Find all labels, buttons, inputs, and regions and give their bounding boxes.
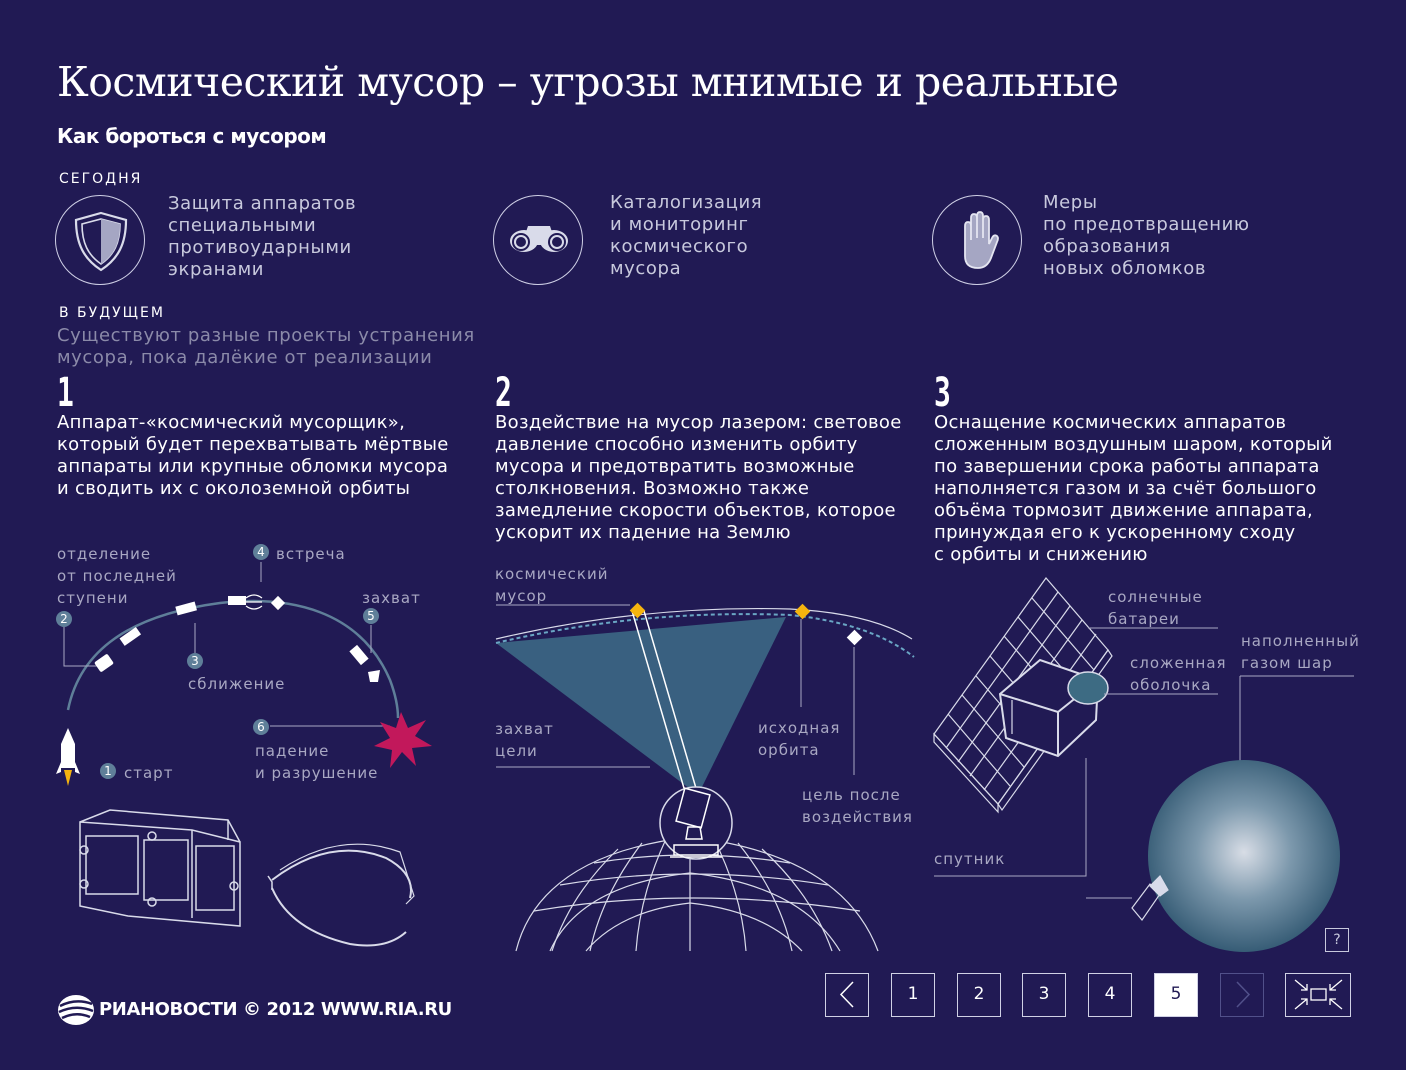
debris-after-icon — [847, 630, 863, 646]
fullscreen-button[interactable] — [1285, 973, 1351, 1017]
step-6-label: падение и разрушение — [255, 742, 379, 782]
step-2-badge: 2 — [56, 611, 72, 627]
measure-shielding-text: Защита аппаратов специальными противоударными экранами — [168, 193, 357, 280]
explosion-icon — [374, 712, 432, 768]
step-3-badge: 3 — [187, 653, 203, 669]
project-3-text: Оснащение космических аппаратов сложенным воздушным шаром, который по завершении срока работы аппарата наполняется газом и за счёт большого объёма тормозит движение аппарата, принуждая его к ускоренному сходу с орбиты и снижению — [934, 412, 1333, 565]
measure-monitoring-text: Каталогизация и мониторинг космического мусора — [610, 192, 763, 279]
project-3-number: 3 — [934, 370, 951, 416]
label-solar-panels: солнечные батареи — [1108, 588, 1203, 628]
step-1-label: старт — [124, 764, 174, 782]
hand-icon — [932, 195, 1022, 285]
label-target-after: цель после воздействия — [802, 786, 913, 826]
step-4-label: встреча — [276, 545, 346, 563]
binoculars-icon — [493, 195, 583, 285]
label-folded-shell: сложенная оболочка — [1130, 654, 1227, 694]
shield-icon — [55, 195, 145, 285]
project-1-number: 1 — [57, 370, 74, 416]
page-button-5[interactable]: 5 — [1154, 973, 1198, 1017]
page-button-1[interactable]: 1 — [891, 973, 935, 1017]
label-target-capture: захват цели — [495, 720, 554, 760]
rocket-icon — [56, 728, 80, 786]
label-space-debris: космический мусор — [495, 565, 609, 605]
page-title: Космический мусор – угрозы мнимые и реальные — [57, 58, 1119, 106]
next-page-button[interactable] — [1220, 973, 1264, 1017]
page-button-2[interactable]: 2 — [957, 973, 1001, 1017]
fullscreen-icon — [1287, 974, 1350, 1015]
measure-prevention-text: Меры по предотвращению образования новых обломков — [1043, 192, 1250, 279]
gas-balloon — [1148, 760, 1340, 952]
collector-spacecraft-drawing — [80, 810, 414, 946]
project-2-illustration — [490, 595, 920, 955]
project-1-text: Аппарат-«космический мусорщик», который будет перехватывать мёртвые аппараты или крупные обломки мусора и сводить их с околоземной орбиты — [57, 412, 449, 499]
project-2-number: 2 — [495, 370, 512, 416]
step-5-badge: 5 — [363, 608, 379, 624]
prev-page-button[interactable] — [825, 973, 869, 1017]
today-label: СЕГОДНЯ — [59, 171, 143, 187]
page-button-3[interactable]: 3 — [1022, 973, 1066, 1017]
page-button-4[interactable]: 4 — [1088, 973, 1132, 1017]
future-description: Существуют разные проекты устранения мусора, пока далёкие от реализации — [57, 325, 475, 368]
project-2-text: Воздействие на мусор лазером: световое давление способно изменить орбиту мусора и предотвратить возможные столкновения. Возможно также замедление скорости объектов, которое ускорит их падение на Землю — [495, 412, 902, 543]
footer-brand: РИАНОВОСТИ © 2012 WWW.RIA.RU — [99, 999, 452, 1020]
page-subtitle: Как бороться с мусором — [57, 124, 327, 148]
label-satellite: спутник — [934, 850, 1006, 868]
debris-icon — [795, 604, 811, 620]
chevron-right-icon — [1222, 974, 1263, 1015]
label-filled-balloon: наполненный газом шар — [1241, 632, 1360, 672]
help-button[interactable]: ? — [1325, 928, 1349, 952]
label-original-orbit: исходная орбита — [758, 719, 841, 759]
step-5-label: захват — [362, 589, 421, 607]
step-4-badge: 4 — [253, 544, 269, 560]
step-2-label: отделение от последней ступени — [57, 545, 177, 607]
ria-globe-icon — [56, 994, 96, 1026]
chevron-left-icon — [827, 974, 868, 1015]
future-label: В БУДУЩЕМ — [59, 305, 165, 321]
step-6-badge: 6 — [253, 719, 269, 735]
folded-shell-icon — [1068, 672, 1108, 704]
step-1-badge: 1 — [100, 763, 116, 779]
step-3-label: сближение — [188, 675, 286, 693]
